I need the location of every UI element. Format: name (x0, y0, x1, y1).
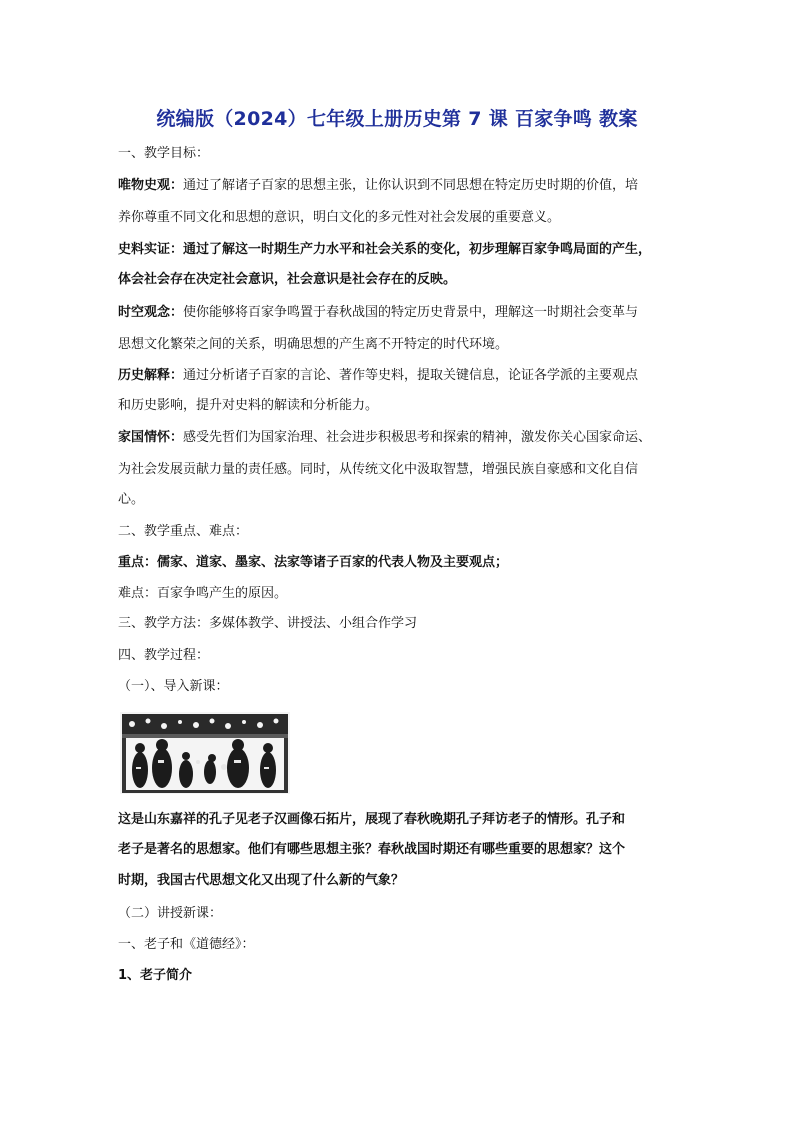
objective-label: 唯物史观： (118, 178, 184, 193)
objective-label: 时空观念： (118, 305, 184, 320)
step-introduction: （一）、导入新课： (118, 679, 229, 694)
section-teaching-methods: 三、教学方法：多媒体教学、讲授法、小组合作学习 (118, 616, 418, 631)
objective-spacetime-line2: 思想文化繁荣之间的关系，明确思想的产生离不开特定的时代环境。 (118, 337, 509, 352)
objective-interpretation-line2: 和历史影响，提升对史料的解读和分析能力。 (118, 398, 379, 413)
objective-text: 使你能够将百家争鸣置于春秋战国的特定历史背景中，理解这一时期社会变革与 (183, 305, 639, 320)
section-key-difficult: 二、教学重点、难点： (118, 524, 249, 539)
objective-text: 通过分析诸子百家的言论、著作等史料，提取关键信息，论证各学派的主要观点 (183, 368, 639, 383)
part-laozi-intro: 1、老子简介 (118, 968, 193, 983)
objective-interpretation-line1 (118, 366, 638, 386)
key-point: 重点：儒家、道家、墨家、法家等诸子百家的代表人物及主要观点； (118, 555, 509, 570)
section-teaching-process: 四、教学过程： (118, 648, 210, 663)
intro-text-line1: 这是山东嘉祥的孔子见老子汉画像石拓片，展现了春秋晚期孔子拜访老子的情形。孔子和 (118, 812, 626, 827)
stone-rubbing-image (120, 712, 290, 794)
objective-text: 感受先哲们为国家治理、社会进步积极思考和探索的精神，激发你关心国家命运、 (183, 430, 652, 445)
objective-evidence-line2: 体会社会存在决定社会意识，社会意识是社会存在的反映。 (118, 272, 457, 287)
objective-materialism-line1 (118, 176, 638, 196)
section-teaching-objectives: 一、教学目标： (118, 146, 210, 161)
objective-text: 通过了解这一时期生产力水平和社会关系的变化，初步理解百家争鸣局面的产生， (183, 242, 652, 257)
step-new-lesson: （二）讲授新课： (118, 906, 223, 921)
objective-text: 通过了解诸子百家的思想主张，让你认识到不同思想在特定历史时期的价值，培 (183, 178, 639, 193)
intro-text-line2: 老子是著名的思想家。他们有哪些思想主张？春秋战国时期还有哪些重要的思想家？这个 (118, 842, 626, 857)
part-laozi-daodejing: 一、老子和《道德经》： (118, 937, 255, 952)
objective-materialism-line2: 养你尊重不同文化和思想的意识，明白文化的多元性对社会发展的重要意义。 (118, 210, 561, 225)
difficult-point: 难点：百家争鸣产生的原因。 (118, 586, 288, 601)
objective-label: 史料实证： (118, 242, 184, 257)
objective-patriotism-line3: 心。 (118, 492, 145, 507)
objective-patriotism-line1 (118, 428, 651, 448)
objective-spacetime-line1 (118, 303, 638, 323)
objective-label: 家国情怀： (118, 430, 184, 445)
objective-patriotism-line2: 为社会发展贡献力量的责任感。同时，从传统文化中汲取智慧，增强民族自豪感和文化自信 (118, 462, 639, 477)
intro-text-line3: 时期，我国古代思想文化又出现了什么新的气象？ (118, 873, 405, 888)
objective-label: 历史解释： (118, 368, 184, 383)
page-title: 统编版（2024）七年级上册历史第 7 课 百家争鸣 教案 (156, 108, 638, 130)
objective-evidence-line1 (118, 240, 651, 260)
